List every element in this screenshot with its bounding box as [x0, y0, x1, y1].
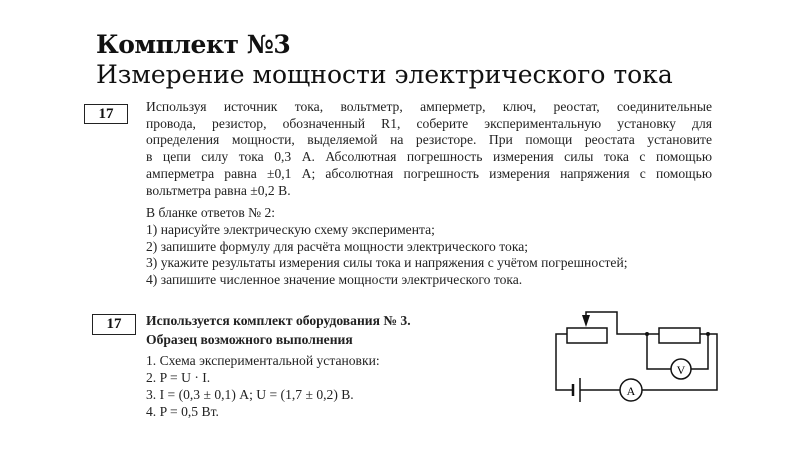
instruction-item: 1) нарисуйте электрическую схему эксперимента; [146, 221, 435, 237]
wire [586, 312, 659, 334]
answer-subheading: Образец возможного выполнения [146, 332, 353, 347]
task-line: Используя источник тока, вольтметр, амперметр, ключ, реостат, соединительные [146, 99, 712, 114]
task-number-box: 17 [84, 104, 128, 124]
resistor [659, 328, 700, 343]
task-line: амперметра равна ±0,1 А; абсолютная погрешность измерения напряжения с помощью [146, 165, 712, 181]
instructions-heading: В бланке ответов № 2: [146, 205, 276, 220]
task-line: определения мощности, выделяемой на резисторе. При помощи реостата установите [146, 132, 712, 148]
voltmeter-label: V [676, 363, 686, 377]
answer-item: 2. P = U · I. [146, 370, 211, 385]
instruction-item: 4) запишите численное значение мощности электрического тока. [146, 272, 523, 288]
rheostat-slider-arrow [582, 315, 590, 327]
instruction-item: 2) запишите формулу для расчёта мощности электрического тока; [146, 238, 529, 254]
answer-item: 4. P = 0,5 Вт. [146, 404, 219, 419]
answer-item: 3. I = (0,3 ± 0,1) А; U = (1,7 ± 0,2) В. [146, 387, 354, 402]
rheostat [567, 328, 607, 343]
instruction-item: 3) укажите результаты измерения силы тока и напряжения с учётом погрешностей; [146, 255, 628, 271]
task-line: в цепи силу тока 0,3 А. Абсолютная погрешность измерения силы тока с помощью [146, 149, 712, 165]
junction [645, 332, 649, 336]
answer-number-box: 17 [92, 314, 136, 335]
slide-title: Комплект №3 [96, 30, 291, 59]
ammeter-label: A [626, 384, 636, 398]
task-line: вольтметра равна ±0,2 В. [146, 182, 291, 198]
task-line: провода, резистор, обозначенный R1, соберите экспериментальную установку для [146, 115, 712, 131]
answer-heading: Используется комплект оборудования № 3. [146, 313, 411, 328]
junction [706, 332, 710, 336]
answer-item: 1. Схема экспериментальной установки: [146, 353, 380, 368]
slide-subtitle: Измерение мощности электрического тока [96, 60, 673, 89]
